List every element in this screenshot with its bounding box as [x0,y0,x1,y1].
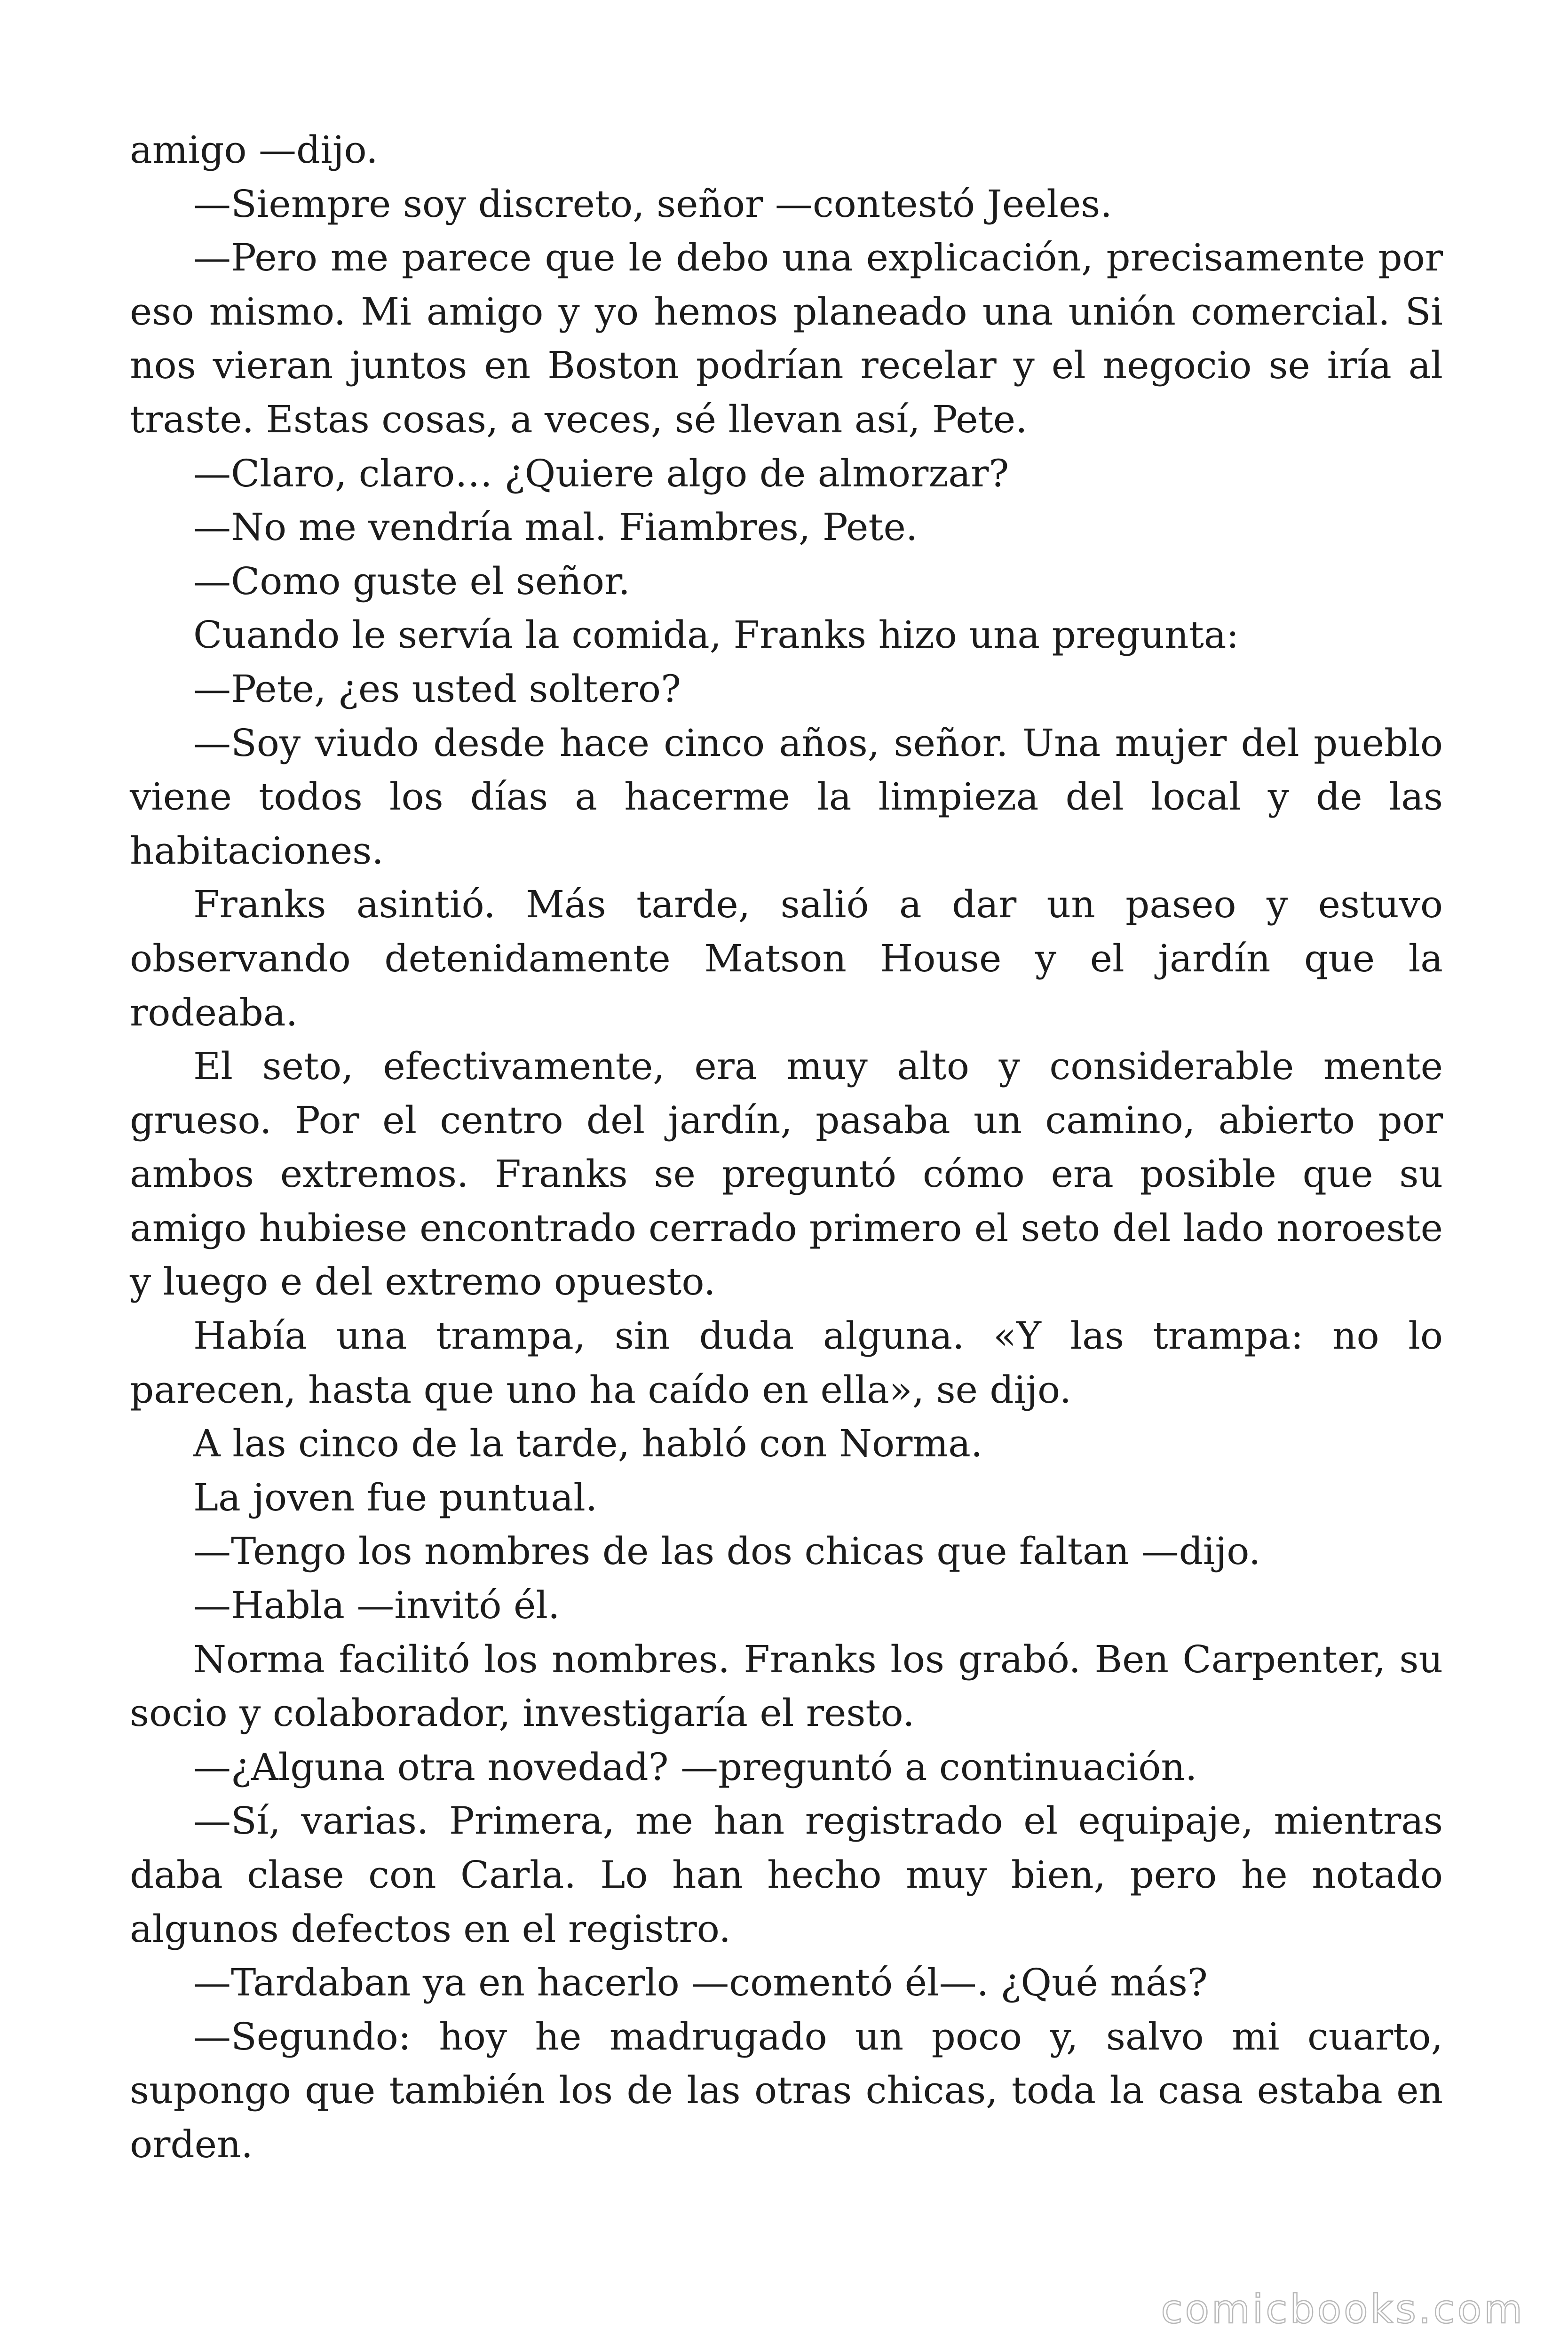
paragraph: —No me vendría mal. Fiambres, Pete. [193,505,918,549]
paragraph: El seto, efectivamente, era muy alto y considerable mente grueso. Por el centro del jardín, pasaba un camino, abierto por ambos extremos. Franks se preguntó cómo era posible que su amigo hubiese encontrado cerrado primero el seto del lado noroeste y luego e del extremo opuesto. [130,1044,1443,1304]
paragraph: —Siempre soy discreto, señor —contestó Jeeles. [193,182,1112,226]
paragraph: —Como guste el señor. [193,559,630,603]
paragraph: —Pete, ¿es usted soltero? [193,667,681,711]
paragraph: amigo —dijo. [130,128,378,172]
paragraph: Cuando le servía la comida, Franks hizo una pregunta: [193,613,1239,657]
paragraph: —Pero me parece que le debo una explicación, precisamente por eso mismo. Mi amigo y yo hemos planeado una unión comercial. Si nos vieran juntos en Boston podrían recelar y el negocio se iría al traste. Estas cosas, a veces, sé llevan así, Pete. [130,236,1443,441]
paragraph: A las cinco de la tarde, habló con Norma. [193,1422,983,1466]
paragraph: —Sí, varias. Primera, me han registrado el equipaje, mientras daba clase con Carla. Lo han hecho muy bien, pero he notado algunos defectos en el registro. [130,1799,1443,1951]
paragraph: Norma facilitó los nombres. Franks los grabó. Ben Carpenter, su socio y colaborador, investigaría el resto. [130,1637,1443,1735]
paragraph: Había una trampa, sin duda alguna. «Y las trampa: no lo parecen, hasta que uno ha caído en ella», se dijo. [130,1314,1443,1412]
paragraph: —Claro, claro… ¿Quiere algo de almorzar? [193,451,1009,495]
paragraph: —Tardaban ya en hacerlo —comentó él—. ¿Qué más? [193,1961,1208,2005]
paragraph: —Segundo: hoy he madrugado un poco y, salvo mi cuarto, supongo que también los de las otras chicas, toda la casa estaba en orden. [130,2014,1443,2166]
paragraph: La joven fue puntual. [193,1475,598,1519]
page-body-text [130,123,1443,2172]
paragraph: —Tengo los nombres de las dos chicas que faltan —dijo. [193,1529,1261,1573]
paragraph: —Soy viudo desde hace cinco años, señor. Una mujer del pueblo viene todos los días a hacerme la limpieza del local y de las habitaciones. [130,721,1443,873]
paragraph: —Habla —invitó él. [193,1583,560,1628]
paragraph: —¿Alguna otra novedad? —preguntó a continuación. [193,1745,1197,1789]
paragraph: Franks asintió. Más tarde, salió a dar un paseo y estuvo observando detenidamente Matson House y el jardín que la rodeaba. [130,882,1443,1034]
watermark: comicbooks.com [1161,2286,1525,2332]
